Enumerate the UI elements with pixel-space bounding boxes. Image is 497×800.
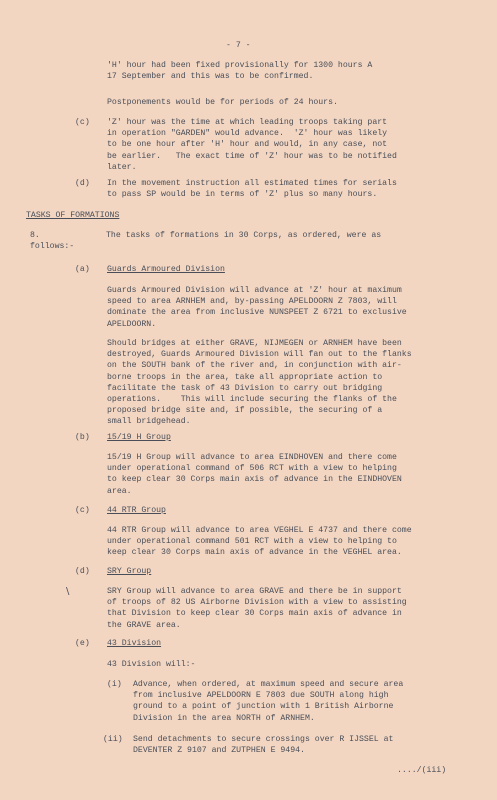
para-d-text: [107, 178, 397, 200]
postponements-text: Postponements would be for periods of 24 hours.: [107, 98, 338, 107]
sub-b-text: [107, 452, 402, 497]
text-line: to keep clear 30 Corps main axis of advance in the EINDHOVEN: [107, 475, 402, 485]
para-c-label: (c): [75, 118, 90, 127]
item-i-label: (i): [107, 680, 122, 689]
text-line: speed to area ARNHEM and, by-passing APELDOORN Z 7803, will: [107, 297, 397, 307]
text-line: keep clear 30 Corps main axis of advance in the VEGHEL area.: [107, 548, 402, 558]
text-line: 44 RTR Group will advance to area VEGHEL E 4737 and there come: [107, 526, 412, 535]
text-line: that Division to keep clear 30 Corps main axis of advance in: [107, 609, 402, 619]
text-line: on the SOUTH bank of the river and, in conjunction with air-: [107, 361, 402, 371]
text-line: be earlier. The exact time of 'Z' hour was to be notified: [107, 151, 397, 161]
sub-e-label: (e): [75, 639, 90, 648]
text-line: from inclusive APELDOORN E 7803 due SOUTH along high: [133, 691, 389, 701]
text-line: SRY Group will advance to area GRAVE and there be in support: [107, 587, 402, 596]
sub-d-label: (d): [75, 567, 90, 576]
text-line: 'Z' hour was the time at which leading troops taking part: [107, 118, 388, 127]
intro-paragraph: [107, 60, 372, 82]
para-8-number: 8.: [30, 231, 40, 240]
section-heading: TASKS OF FORMATIONS: [26, 211, 120, 220]
text-line: Advance, when ordered, at maximum speed and secure area: [133, 680, 404, 689]
sub-d-text: [107, 586, 407, 631]
text-line: Should bridges at either GRAVE, NIJMEGEN or ARNHEM have been: [107, 339, 402, 348]
text-line: Division in the area NORTH of ARNHEM.: [133, 713, 315, 723]
text-line: The tasks of formations in 30 Corps, as ordered, were as: [106, 231, 382, 240]
sub-a-label: (a): [75, 265, 90, 274]
text-line: operations. This will include securing the flanks of the: [107, 395, 397, 405]
text-line: later.: [107, 162, 137, 172]
para-c-text: [107, 117, 397, 173]
text-line: facilitate the task of 43 Division to carry out bridging: [107, 383, 383, 393]
text-line: to pass SP would be in terms of 'Z' plus so many hours.: [107, 190, 378, 200]
margin-tick-mark: \: [66, 586, 70, 597]
item-i-text: [133, 679, 403, 724]
item-ii-label: (ii): [103, 735, 123, 744]
text-line: dominate the area from inclusive NUNSPEET Z 6721 to exclusive: [107, 308, 407, 318]
text-line: APELDOORN.: [107, 319, 157, 329]
text-line: In the movement instruction all estimated times for serials: [107, 179, 397, 188]
text-line: of troops of 82 US Airborne Division with a view to assisting: [107, 598, 407, 608]
text-line: DEVENTER Z 9107 and ZUTPHEN E 9494.: [133, 746, 305, 756]
sub-c-text: [107, 525, 412, 559]
text-line: 15/19 H Group will advance to area EINDHOVEN and there come: [107, 453, 397, 462]
continuation-marker: ..../(iii): [397, 766, 447, 775]
sub-b-label: (b): [75, 433, 90, 442]
text-line: Send detachments to secure crossings over R IJSSEL at: [133, 735, 394, 744]
para-d-label: (d): [75, 179, 90, 188]
sub-b-title: 15/19 H Group: [107, 433, 171, 442]
text-line: under operational command of 506 RCT with a view to helping: [107, 464, 397, 474]
page-number: - 7 -: [226, 41, 251, 50]
text-line: under operational command 501 RCT with a view to helping to: [107, 537, 397, 547]
sub-e-title: 43 Division: [107, 639, 162, 648]
text-line: the GRAVE area.: [107, 620, 181, 630]
text-line: follows:-: [30, 242, 75, 252]
text-line: proposed bridge site and, if possible, the securing of a: [107, 406, 383, 416]
text-line: area.: [107, 486, 132, 496]
sub-a-para1: [107, 285, 407, 330]
item-ii-text: [133, 734, 393, 756]
sub-c-label: (c): [75, 506, 90, 515]
text-line: Guards Armoured Division will advance at 'Z' hour at maximum: [107, 286, 402, 295]
text-line: 'H' hour had been fixed provisionally for 1300 hours A: [107, 61, 373, 70]
sub-c-title: 44 RTR Group: [107, 506, 166, 515]
text-line: ground to a point of junction with 1 British Airborne: [133, 702, 394, 712]
text-line: in operation "GARDEN" would advance. 'Z' hour was likely: [107, 129, 388, 139]
text-line: borne troops in the area, take all appropriate action to: [107, 372, 383, 382]
text-line: destroyed, Guards Armoured Division will fan out to the flanks: [107, 350, 412, 360]
sub-d-title: SRY Group: [107, 567, 152, 576]
sub-a-title: Guards Armoured Division: [107, 265, 225, 274]
text-line: small bridgehead.: [107, 417, 191, 427]
text-line: 17 September and this was to be confirmed.: [107, 72, 314, 82]
para-8-text: [30, 230, 381, 252]
sub-e-intro: 43 Division will:-: [107, 660, 196, 669]
text-line: to be one hour after 'H' hour and would, in any case, not: [107, 140, 388, 150]
sub-a-para2: [107, 338, 412, 428]
